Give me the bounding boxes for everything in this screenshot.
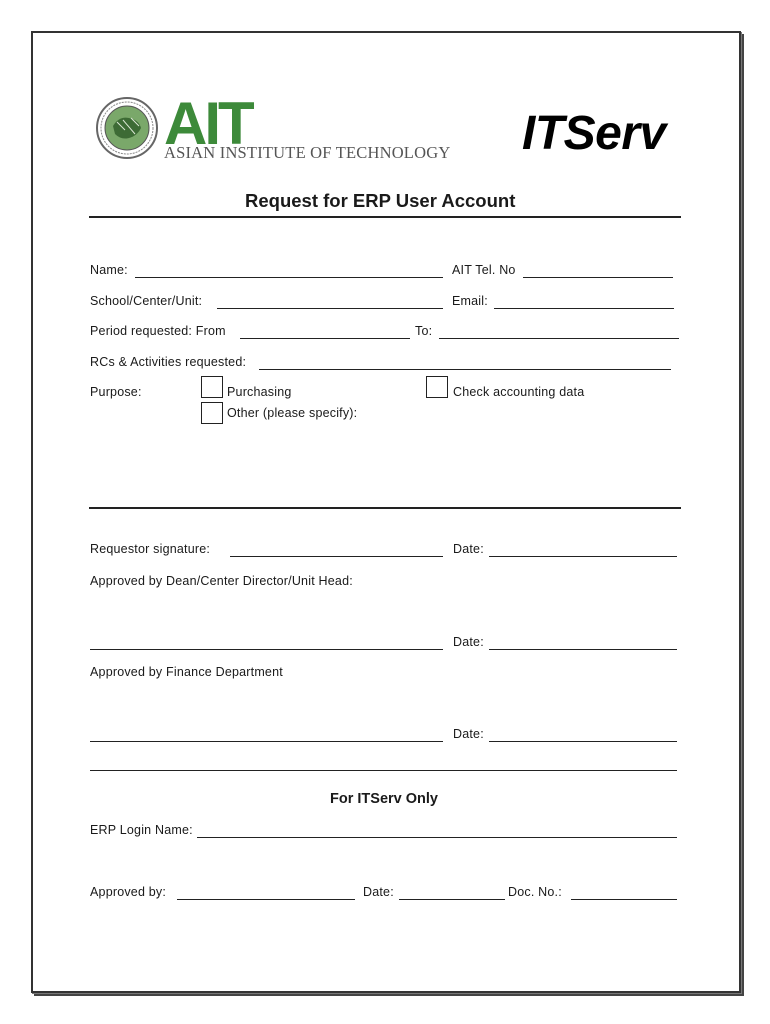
email-label: Email: (452, 294, 488, 308)
purchasing-checkbox[interactable] (201, 376, 223, 398)
dean-approval-label: Approved by Dean/Center Director/Unit Head: (90, 574, 353, 588)
ait-logo-subtitle: ASIAN INSTITUTE OF TECHNOLOGY (164, 143, 451, 162)
doc-no-field[interactable] (571, 899, 677, 900)
erp-login-label: ERP Login Name: (90, 823, 193, 837)
finance-signature-field[interactable] (90, 741, 443, 742)
itserv-section-rule (90, 770, 677, 771)
finance-date-label: Date: (453, 727, 484, 741)
purpose-label: Purpose: (90, 385, 142, 399)
to-label: To: (415, 324, 433, 338)
requestor-signature-field[interactable] (230, 556, 443, 557)
purchasing-label: Purchasing (227, 385, 292, 399)
dean-date-label: Date: (453, 635, 484, 649)
check-accounting-checkbox[interactable] (426, 376, 448, 398)
finance-date-field[interactable] (489, 741, 677, 742)
erp-login-field[interactable] (197, 837, 677, 838)
doc-no-label: Doc. No.: (508, 885, 562, 899)
school-field[interactable] (217, 308, 443, 309)
requestor-date-label: Date: (453, 542, 484, 556)
itserv-only-title: For ITServ Only (330, 791, 438, 807)
name-label: Name: (90, 263, 128, 277)
finance-approval-label: Approved by Finance Department (90, 665, 283, 679)
ait-logo-text: AIT (164, 90, 252, 157)
dean-date-field[interactable] (489, 649, 677, 650)
school-label: School/Center/Unit: (90, 294, 203, 308)
itserv-approved-field[interactable] (177, 899, 355, 900)
rcs-field[interactable] (259, 369, 671, 370)
form-title: Request for ERP User Account (245, 190, 516, 211)
title-rule (89, 216, 681, 218)
rcs-label: RCs & Activities requested: (90, 355, 247, 369)
requestor-label: Requestor signature: (90, 542, 211, 556)
tel-label: AIT Tel. No (452, 263, 516, 277)
itserv-approved-label: Approved by: (90, 885, 167, 899)
other-checkbox[interactable] (201, 402, 223, 424)
itserv-date-label: Date: (363, 885, 394, 899)
ait-seal (95, 96, 159, 160)
requestor-date-field[interactable] (489, 556, 677, 557)
name-field[interactable] (135, 277, 443, 278)
page-border (31, 31, 741, 993)
period-from-field[interactable] (240, 338, 410, 339)
tel-field[interactable] (523, 277, 673, 278)
period-to-field[interactable] (439, 338, 679, 339)
check-accounting-label: Check accounting data (453, 385, 585, 399)
itserv-date-field[interactable] (399, 899, 505, 900)
period-label: Period requested: From (90, 324, 226, 338)
section-rule (89, 507, 681, 509)
dean-signature-field[interactable] (90, 649, 443, 650)
other-label: Other (please specify): (227, 406, 358, 420)
email-field[interactable] (494, 308, 674, 309)
itserv-brand: ITServ (522, 107, 666, 160)
